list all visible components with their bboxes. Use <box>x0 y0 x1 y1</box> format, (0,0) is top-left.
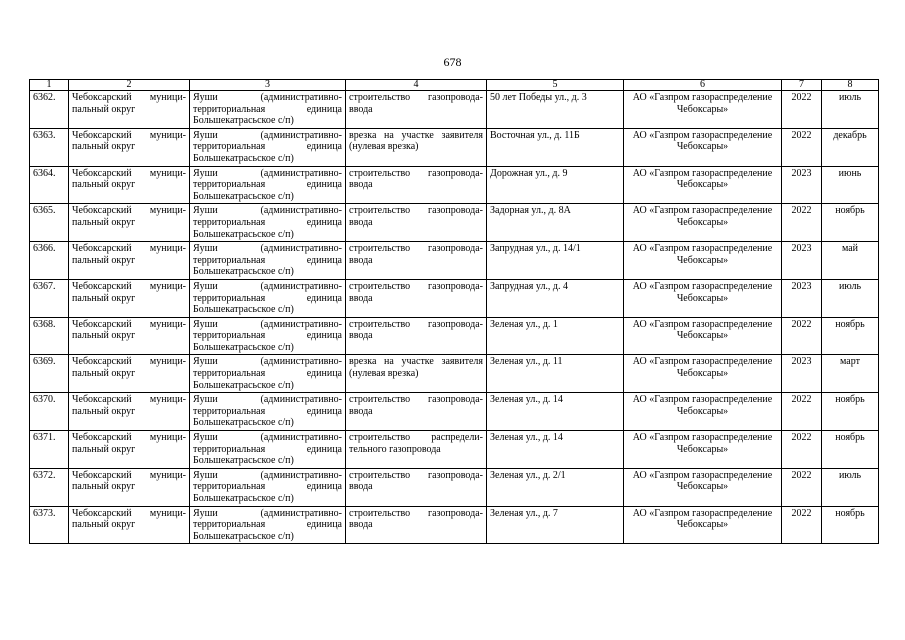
work-type-cell: строительство газопровода-ввода <box>346 468 487 506</box>
month-cell: июль <box>822 91 879 129</box>
territorial-unit-cell: Яуши (административно-территориальная единица Большекатрасьское с/п) <box>190 204 346 242</box>
row-number-cell: 6372. <box>30 468 69 506</box>
month-cell: май <box>822 242 879 280</box>
territorial-unit-cell: Яуши (административно-территориальная единица Большекатрасьское с/п) <box>190 355 346 393</box>
column-number: 3 <box>190 80 346 91</box>
year-cell: 2023 <box>782 242 822 280</box>
operator-cell: АО «Газпром газораспределение Чебоксары» <box>624 431 782 469</box>
month-cell: ноябрь <box>822 431 879 469</box>
address-cell: Зеленая ул., д. 14 <box>487 431 624 469</box>
address-cell: Дорожная ул., д. 9 <box>487 166 624 204</box>
work-type-cell: строительство газопровода-ввода <box>346 506 487 544</box>
work-type-cell: строительство газопровода-ввода <box>346 393 487 431</box>
district-cell: Чебоксарский муници-пальный округ <box>69 91 190 129</box>
operator-cell: АО «Газпром газораспределение Чебоксары» <box>624 506 782 544</box>
month-cell: ноябрь <box>822 506 879 544</box>
operator-cell: АО «Газпром газораспределение Чебоксары» <box>624 317 782 355</box>
operator-cell: АО «Газпром газораспределение Чебоксары» <box>624 468 782 506</box>
table-row <box>30 279 879 317</box>
address-cell: Запрудная ул., д. 4 <box>487 279 624 317</box>
work-type-cell: строительство газопровода-ввода <box>346 242 487 280</box>
year-cell: 2022 <box>782 204 822 242</box>
year-cell: 2022 <box>782 393 822 431</box>
month-cell: июнь <box>822 166 879 204</box>
column-number: 8 <box>822 80 879 91</box>
district-cell: Чебоксарский муници-пальный округ <box>69 355 190 393</box>
month-cell: ноябрь <box>822 204 879 242</box>
district-cell: Чебоксарский муници-пальный округ <box>69 393 190 431</box>
table-row <box>30 91 879 129</box>
row-number-cell: 6370. <box>30 393 69 431</box>
work-type-cell: строительство газопровода-ввода <box>346 91 487 129</box>
address-cell: Зеленая ул., д. 1 <box>487 317 624 355</box>
table-row <box>30 431 879 469</box>
territorial-unit-cell: Яуши (административно-территориальная единица Большекатрасьское с/п) <box>190 431 346 469</box>
row-number-cell: 6366. <box>30 242 69 280</box>
work-type-cell: строительство распредели-тельного газопровода <box>346 431 487 469</box>
operator-cell: АО «Газпром газораспределение Чебоксары» <box>624 166 782 204</box>
address-cell: Зеленая ул., д. 7 <box>487 506 624 544</box>
table-row <box>30 506 879 544</box>
month-cell: март <box>822 355 879 393</box>
month-cell: июль <box>822 468 879 506</box>
address-cell: Восточная ул., д. 11Б <box>487 128 624 166</box>
district-cell: Чебоксарский муници-пальный округ <box>69 128 190 166</box>
row-number-cell: 6367. <box>30 279 69 317</box>
year-cell: 2022 <box>782 317 822 355</box>
work-type-cell: строительство газопровода-ввода <box>346 204 487 242</box>
work-type-cell: строительство газопровода-ввода <box>346 279 487 317</box>
table-row <box>30 242 879 280</box>
work-type-cell: строительство газопровода-ввода <box>346 166 487 204</box>
row-number-cell: 6369. <box>30 355 69 393</box>
register-table <box>29 79 879 544</box>
district-cell: Чебоксарский муници-пальный округ <box>69 242 190 280</box>
year-cell: 2023 <box>782 355 822 393</box>
year-cell: 2023 <box>782 166 822 204</box>
territorial-unit-cell: Яуши (административно-территориальная единица Большекатрасьское с/п) <box>190 468 346 506</box>
district-cell: Чебоксарский муници-пальный округ <box>69 506 190 544</box>
district-cell: Чебоксарский муници-пальный округ <box>69 279 190 317</box>
month-cell: июль <box>822 279 879 317</box>
row-number-cell: 6365. <box>30 204 69 242</box>
month-cell: ноябрь <box>822 393 879 431</box>
operator-cell: АО «Газпром газораспределение Чебоксары» <box>624 279 782 317</box>
district-cell: Чебоксарский муници-пальный округ <box>69 204 190 242</box>
work-type-cell: врезка на участке заявителя (нулевая врезка) <box>346 128 487 166</box>
operator-cell: АО «Газпром газораспределение Чебоксары» <box>624 355 782 393</box>
row-number-cell: 6371. <box>30 431 69 469</box>
district-cell: Чебоксарский муници-пальный округ <box>69 317 190 355</box>
column-number-row <box>30 80 879 91</box>
address-cell: 50 лет Победы ул., д. 3 <box>487 91 624 129</box>
month-cell: ноябрь <box>822 317 879 355</box>
column-number: 4 <box>346 80 487 91</box>
table-row <box>30 468 879 506</box>
territorial-unit-cell: Яуши (административно-территориальная единица Большекатрасьское с/п) <box>190 317 346 355</box>
row-number-cell: 6362. <box>30 91 69 129</box>
column-number: 6 <box>624 80 782 91</box>
address-cell: Запрудная ул., д. 14/1 <box>487 242 624 280</box>
row-number-cell: 6373. <box>30 506 69 544</box>
address-cell: Зеленая ул., д. 14 <box>487 393 624 431</box>
territorial-unit-cell: Яуши (административно-территориальная единица Большекатрасьское с/п) <box>190 279 346 317</box>
operator-cell: АО «Газпром газораспределение Чебоксары» <box>624 91 782 129</box>
work-type-cell: строительство газопровода-ввода <box>346 317 487 355</box>
column-number: 1 <box>30 80 69 91</box>
year-cell: 2022 <box>782 506 822 544</box>
territorial-unit-cell: Яуши (административно-территориальная единица Большекатрасьское с/п) <box>190 393 346 431</box>
table-row <box>30 393 879 431</box>
page-number: 678 <box>443 55 462 69</box>
work-type-cell: врезка на участке заявителя (нулевая врезка) <box>346 355 487 393</box>
operator-cell: АО «Газпром газораспределение Чебоксары» <box>624 128 782 166</box>
address-cell: Задорная ул., д. 8А <box>487 204 624 242</box>
territorial-unit-cell: Яуши (административно-территориальная единица Большекатрасьское с/п) <box>190 166 346 204</box>
year-cell: 2023 <box>782 279 822 317</box>
year-cell: 2022 <box>782 468 822 506</box>
table-row <box>30 166 879 204</box>
territorial-unit-cell: Яуши (административно-территориальная единица Большекатрасьское с/п) <box>190 506 346 544</box>
row-number-cell: 6368. <box>30 317 69 355</box>
table-row <box>30 128 879 166</box>
year-cell: 2022 <box>782 91 822 129</box>
year-cell: 2022 <box>782 431 822 469</box>
column-number: 7 <box>782 80 822 91</box>
column-number: 5 <box>487 80 624 91</box>
column-number: 2 <box>69 80 190 91</box>
operator-cell: АО «Газпром газораспределение Чебоксары» <box>624 393 782 431</box>
month-cell: декабрь <box>822 128 879 166</box>
district-cell: Чебоксарский муници-пальный округ <box>69 166 190 204</box>
address-cell: Зеленая ул., д. 2/1 <box>487 468 624 506</box>
row-number-cell: 6363. <box>30 128 69 166</box>
district-cell: Чебоксарский муници-пальный округ <box>69 431 190 469</box>
operator-cell: АО «Газпром газораспределение Чебоксары» <box>624 204 782 242</box>
table-row <box>30 317 879 355</box>
district-cell: Чебоксарский муници-пальный округ <box>69 468 190 506</box>
address-cell: Зеленая ул., д. 11 <box>487 355 624 393</box>
year-cell: 2022 <box>782 128 822 166</box>
territorial-unit-cell: Яуши (административно-территориальная единица Большекатрасьское с/п) <box>190 128 346 166</box>
row-number-cell: 6364. <box>30 166 69 204</box>
table-row <box>30 355 879 393</box>
table-row <box>30 204 879 242</box>
operator-cell: АО «Газпром газораспределение Чебоксары» <box>624 242 782 280</box>
territorial-unit-cell: Яуши (административно-территориальная единица Большекатрасьское с/п) <box>190 91 346 129</box>
territorial-unit-cell: Яуши (административно-территориальная единица Большекатрасьское с/п) <box>190 242 346 280</box>
